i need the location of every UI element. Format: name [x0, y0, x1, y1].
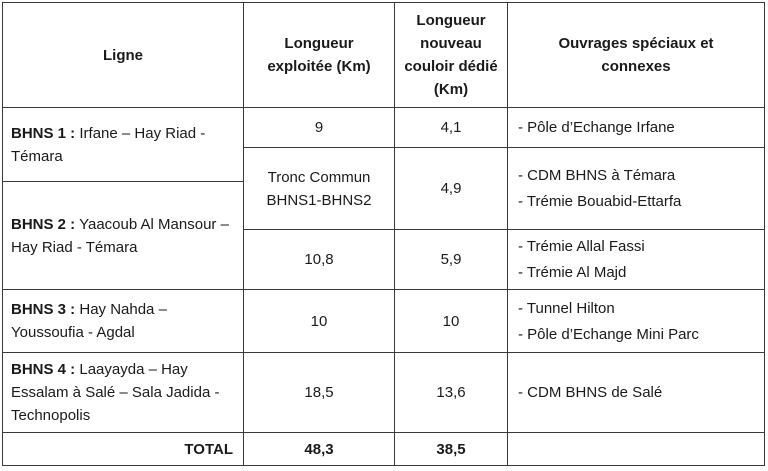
ouvrage-item: - Trémie Allal Fassi: [518, 238, 645, 255]
cell-tronc-longueur-couloir: 4,9: [395, 148, 508, 230]
cell-bhns3-line: [3, 290, 244, 353]
ouvrage-item: - Tunnel Hilton: [518, 299, 615, 317]
row-bhns4: [3, 353, 765, 433]
ouvrage-item: - Pôle d’Echange Mini Parc: [518, 325, 699, 343]
total-longueur-couloir: 38,5: [395, 433, 508, 466]
bhns2-code: BHNS 2 :: [11, 215, 76, 233]
header-ligne: Ligne: [3, 3, 244, 108]
header-longueur-couloir: Longueur nouveau couloir dédié (Km): [395, 3, 508, 108]
total-longueur-exploitee: 48,3: [244, 433, 395, 466]
cell-tronc-ouvrages: [508, 148, 765, 230]
cell-bhns2-ouvrages: [508, 230, 765, 290]
cell-bhns2-line: [3, 182, 244, 290]
cell-bhns3-ouvrages: [508, 290, 765, 353]
bhns3-code: BHNS 3 :: [11, 301, 76, 318]
cell-bhns1-longueur-couloir: 4,1: [395, 108, 508, 148]
bhns2-route: Yaacoub Al Mansour – Hay Riad - Témara: [11, 215, 229, 256]
cell-bhns1-ouvrages: [508, 108, 765, 148]
header-longueur-exploitee: Longueur exploitée (Km): [244, 3, 395, 108]
total-label: TOTAL: [3, 433, 244, 466]
bhns-lines-table: [2, 2, 765, 466]
ouvrage-item: - CDM BHNS de Salé: [518, 384, 663, 401]
ouvrage-item: - Trémie Bouabid-Ettarfa: [518, 193, 682, 210]
cell-bhns4-line: [3, 353, 244, 433]
cell-bhns4-longueur-exploitee: 18,5: [244, 353, 395, 433]
ouvrage-item: - Trémie Al Majd: [518, 264, 627, 281]
cell-bhns3-longueur-couloir: 10: [395, 290, 508, 353]
header-row: [3, 3, 765, 108]
bhns4-route: Laayayda – Hay Essalam à Salé – Sala Jadida - Technopolis: [11, 361, 220, 424]
bhns4-code: BHNS 4 :: [11, 361, 76, 378]
cell-bhns4-longueur-couloir: 13,6: [395, 353, 508, 433]
row-bhns1-a: [3, 108, 765, 148]
ouvrage-item: - CDM BHNS à Témara: [518, 167, 676, 184]
total-ouvrages-empty: [508, 433, 765, 466]
total-row: [3, 433, 765, 466]
cell-bhns3-longueur-exploitee: 10: [244, 290, 395, 353]
cell-bhns2-longueur-couloir: 5,9: [395, 230, 508, 290]
cell-bhns1-line: [3, 108, 244, 182]
bhns3-route: Hay Nahda – Youssoufia - Agdal: [11, 301, 167, 341]
header-ouvrages: Ouvrages spéciaux et connexes: [508, 3, 765, 108]
cell-bhns1-longueur-exploitee: 9: [244, 108, 395, 148]
bhns1-code: BHNS 1 :: [11, 124, 76, 142]
ouvrage-item: - Pôle d’Echange Irfane: [518, 119, 675, 136]
bhns1-route: Irfane – Hay Riad - Témara: [11, 124, 206, 165]
row-bhns3: [3, 290, 765, 353]
cell-bhns4-ouvrages: [508, 353, 765, 433]
cell-tronc-longueur-exploitee: Tronc Commun BHNS1-BHNS2: [244, 148, 395, 230]
cell-bhns2-longueur-exploitee: 10,8: [244, 230, 395, 290]
